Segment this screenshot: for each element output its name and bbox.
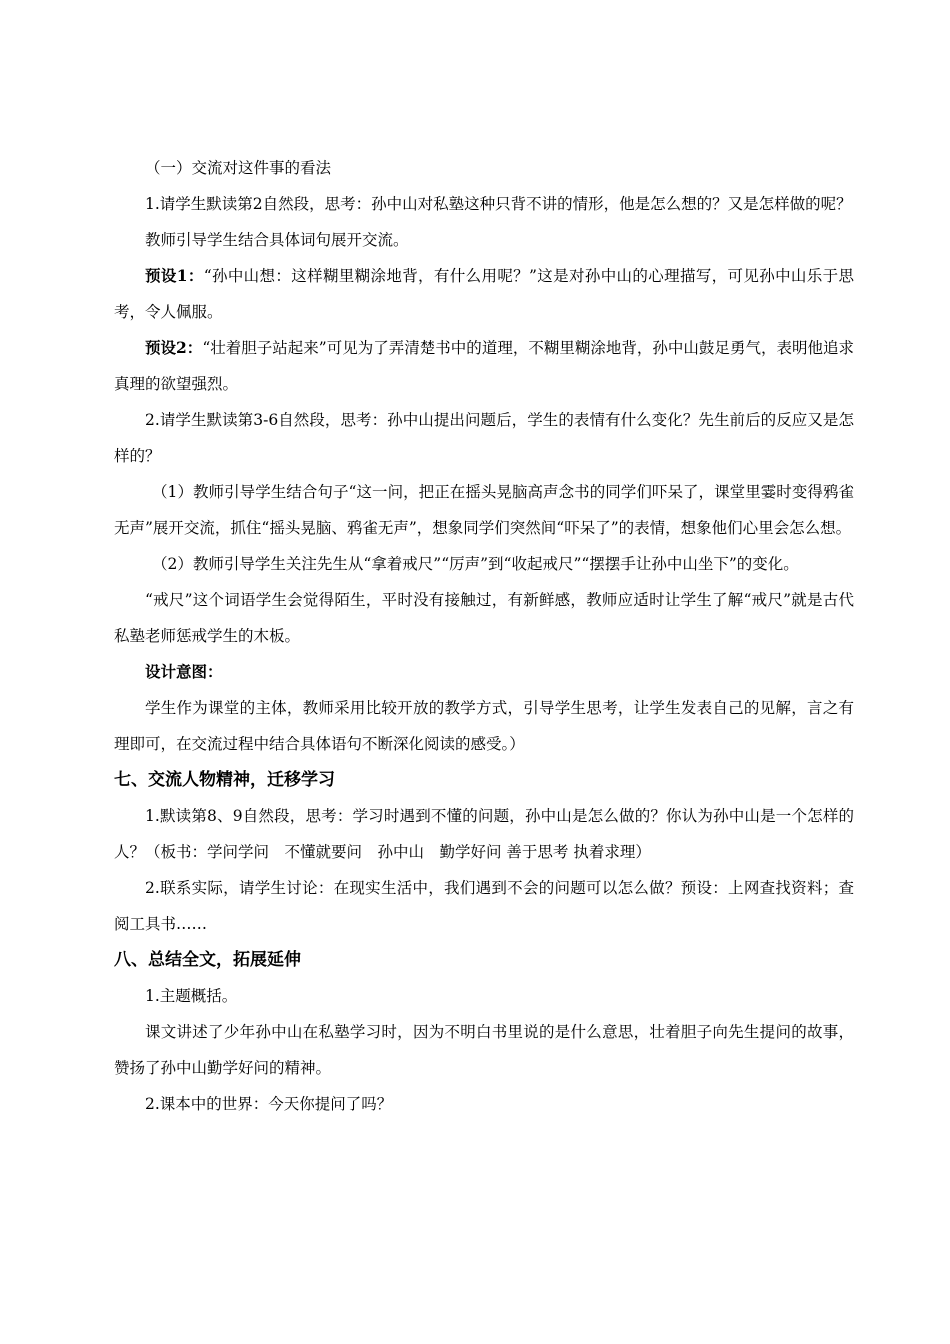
preset-1-text: “孙中山想：这样糊里糊涂地背，有什么用呢？”这是对孙中山的心理描写，可见孙中山乐于思考，令人佩服。	[114, 267, 854, 321]
section-eight-point-1: 1.主题概括。	[145, 987, 238, 1005]
teacher-guide-1: 教师引导学生结合具体词句展开交流。	[145, 231, 409, 249]
design-intent-text: 学生作为课堂的主体，教师采用比较开放的教学方式，引导学生思考，让学生发表自己的见解，言之有理即可，在交流过程中结合具体语句不断深化阅读的感受。）	[114, 699, 854, 753]
question-1: 1.请学生默读第2自然段，思考：孙中山对私塾这种只背不讲的情形，他是怎么想的？又是怎样做的呢？	[145, 195, 852, 213]
preset-2-text: “壮着胆子站起来”可见为了弄清楚书中的道理，不糊里糊涂地背，孙中山鼓足勇气，表明他追求真理的欲望强烈。	[114, 339, 854, 393]
preset-1	[114, 258, 854, 330]
document-content	[114, 150, 854, 1122]
preset-1-label: 预设1：	[145, 266, 204, 285]
section-eight-summary: 课文讲述了少年孙中山在私塾学习时，因为不明白书里说的是什么意思，壮着胆子向先生提问的故事，赞扬了孙中山勤学好问的精神。	[114, 1023, 854, 1077]
section-eight-heading: 八、总结全文，拓展延伸	[114, 950, 301, 970]
section-eight-point-2: 2.课本中的世界：今天你提问了吗？	[145, 1095, 393, 1113]
question-2: 2.请学生默读第3-6自然段，思考：孙中山提出问题后，学生的表情有什么变化？先生前后的反应又是怎样的？	[114, 411, 854, 465]
sub-point-1: （1）教师引导学生结合句子“这一问，把正在摇头晃脑高声念书的同学们吓呆了，课堂里霎时变得鸦雀无声”展开交流，抓住“摇头晃脑、鸦雀无声”，想象同学们突然间“吓呆了”的表情，想象他们心里会怎么想。	[114, 483, 854, 537]
section-seven-point-2: 2.联系实际，请学生讨论：在现实生活中，我们遇到不会的问题可以怎么做？预设：上网查找资料；查阅工具书……	[114, 879, 854, 933]
design-intent-label: 设计意图：	[145, 662, 223, 681]
ruler-note: “戒尺”这个词语学生会觉得陌生，平时没有接触过，有新鲜感，教师应适时让学生了解“戒尺”就是古代私塾老师惩戒学生的木板。	[114, 591, 854, 645]
section-seven-point-1: 1.默读第8、9自然段，思考：学习时遇到不懂的问题，孙中山是怎么做的？你认为孙中山是一个怎样的人？（板书：学问学问 不懂就要问 孙中山 勤学好问 善于思考 执着求理）	[114, 807, 854, 861]
preset-2	[114, 330, 854, 402]
section-subtitle: （一）交流对这件事的看法	[145, 159, 332, 177]
preset-2-label: 预设2：	[145, 338, 203, 357]
sub-point-2: （2）教师引导学生关注先生从“拿着戒尺”“厉声”到“收起戒尺”“摆摆手让孙中山坐下”的变化。	[152, 555, 799, 573]
section-seven-heading: 七、交流人物精神，迁移学习	[114, 770, 335, 790]
